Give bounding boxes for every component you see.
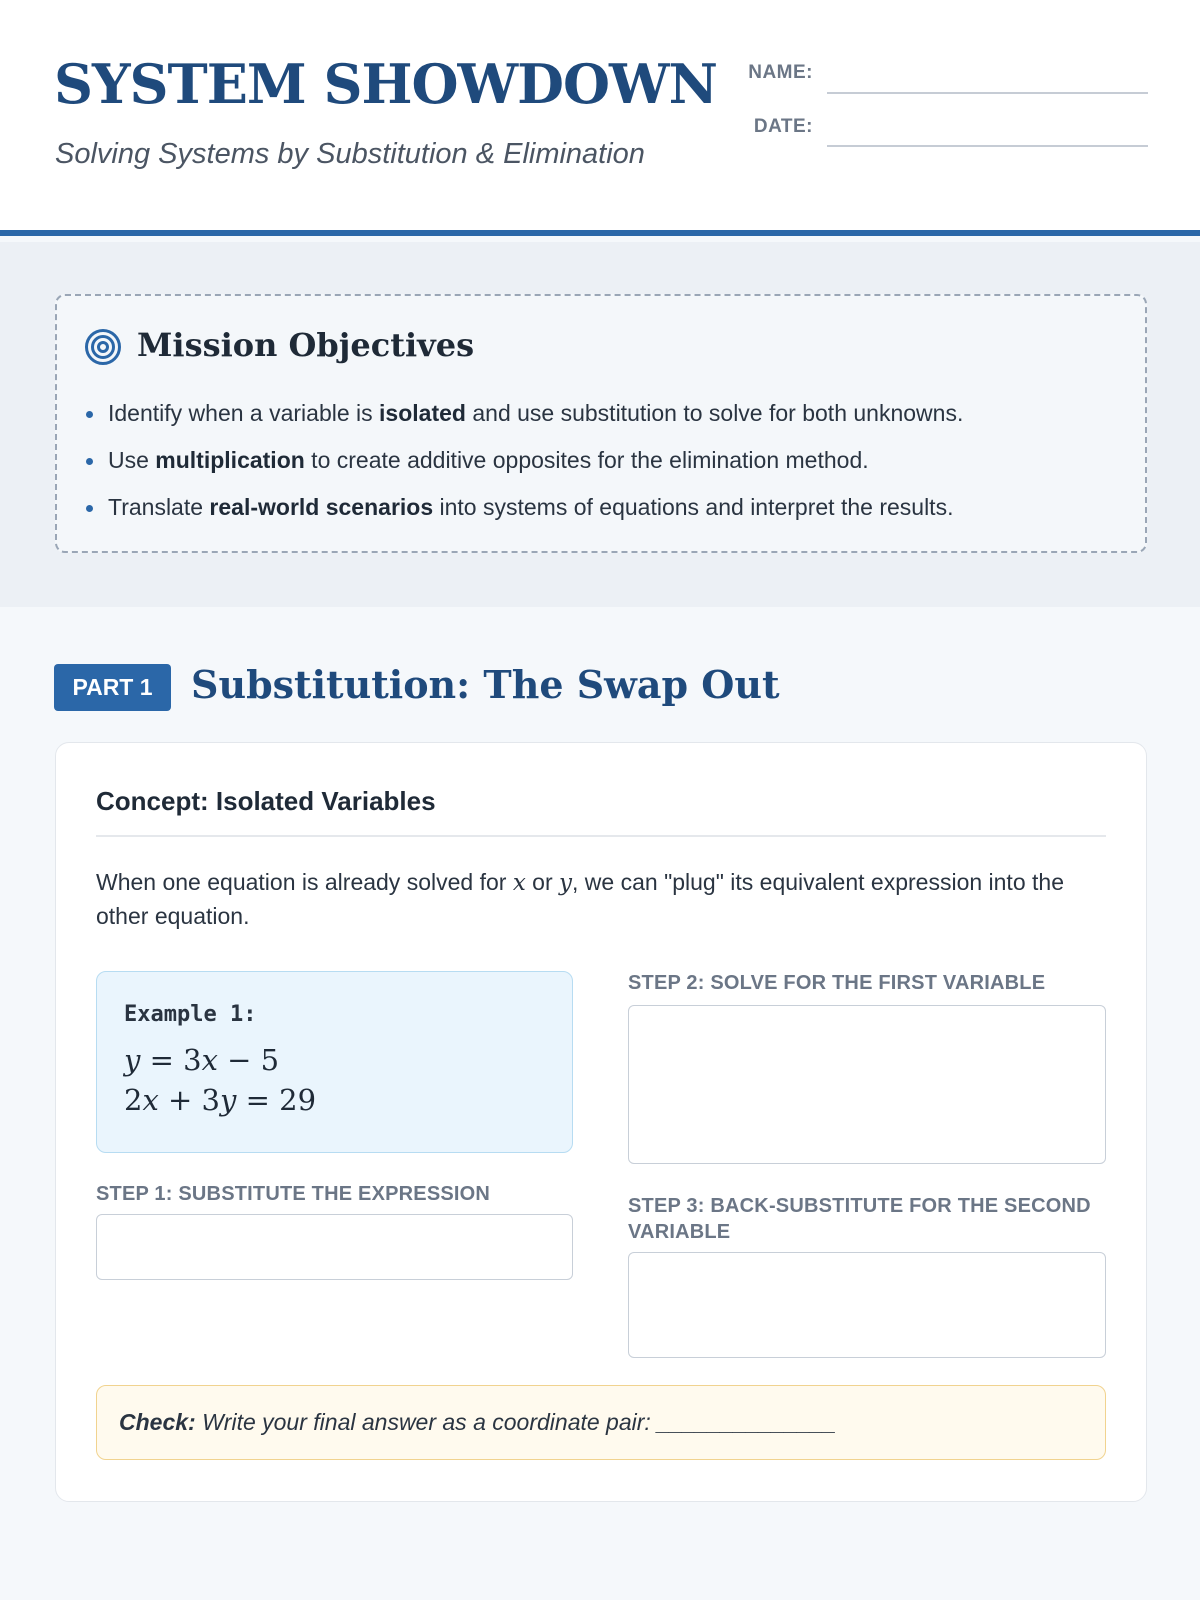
step1-label: STEP 1: SUBSTITUTE THE EXPRESSION (96, 1183, 491, 1205)
part-badge: PART 1 (54, 664, 171, 711)
equation-1: y = 3x − 5 (124, 1043, 280, 1077)
objectives-heading: Mission Objectives (137, 326, 475, 364)
worksheet-header (0, 0, 1200, 236)
target-icon (84, 328, 122, 366)
page-subtitle: Solving Systems by Substitution & Elimination (55, 138, 645, 170)
step3-answer-box[interactable] (628, 1252, 1106, 1358)
concept-description: When one equation is already solved for x or y, we can "plug" its equivalent expression into the other equation. (96, 869, 1064, 929)
part-title: Substitution: The Swap Out (191, 662, 780, 707)
date-field[interactable] (827, 145, 1148, 147)
step2-answer-box[interactable] (628, 1005, 1106, 1164)
objective-item: Use multiplication to create additive opposites for the elimination method. (108, 447, 869, 473)
date-label: DATE: (753, 116, 813, 137)
concept-title: Concept: Isolated Variables (96, 786, 436, 816)
step3-label: STEP 3: BACK-SUBSTITUTE FOR THE SECOND VARIABLE (628, 1195, 1091, 1243)
divider (96, 835, 1106, 837)
objective-item: Translate real-world scenarios into systems of equations and interpret the results. (108, 494, 954, 520)
name-label: NAME: (748, 62, 813, 83)
name-field[interactable] (827, 92, 1148, 94)
example-label: Example 1: (124, 1002, 257, 1027)
equation-2: 2x + 3y = 29 (124, 1083, 317, 1117)
step1-answer-box[interactable] (96, 1214, 573, 1280)
bullet-icon (86, 458, 93, 465)
page-title: SYSTEM SHOWDOWN (54, 52, 718, 116)
bullet-icon (86, 411, 93, 418)
step2-label: STEP 2: SOLVE FOR THE FIRST VARIABLE (628, 972, 1046, 994)
check-prompt: Check: Write your final answer as a coordinate pair: ______________ (119, 1409, 837, 1435)
objective-item: Identify when a variable is isolated and use substitution to solve for both unknowns. (108, 400, 964, 426)
bullet-icon (86, 505, 93, 512)
